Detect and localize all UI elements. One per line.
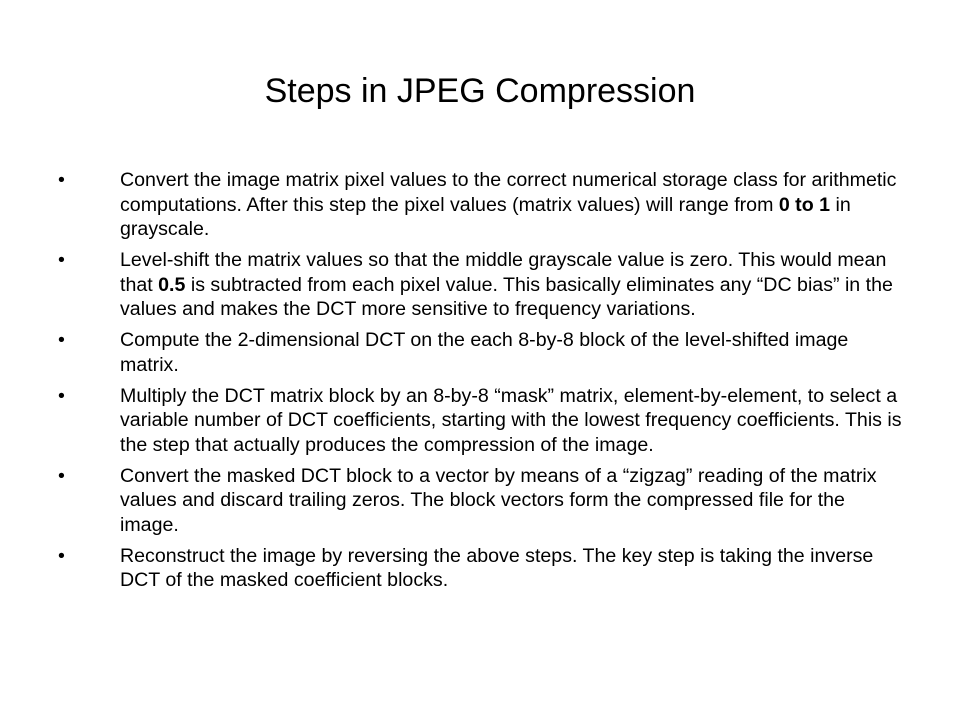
bullet-item-level-shift [58,248,908,322]
bullet-item-compute-dct [58,328,908,377]
bullet-list [58,168,908,599]
bold-run: 0 to 1 [778,193,831,216]
bullet-glyph: • [58,544,65,567]
bold-run: 0.5 [158,273,186,296]
text-run: is subtracted from each pixel value. This basically eliminates any “DC bias” in the values and makes the DCT more sensitive to frequency variations. [120,273,893,320]
text-run: Reconstruct the image by reversing the above steps. The key step is taking the inverse DCT of the masked coefficient blocks. [120,544,874,591]
bullet-text [120,465,877,536]
bullet-text [120,329,848,376]
text-run: Multiply the DCT matrix block by an 8-by-8 “mask” matrix, element-by-element, to select a variable number of DCT coefficients, starting with the lowest frequency coefficients. This is the step that actually produces the compression of the image. [120,384,902,456]
text-run: in grayscale. [120,193,851,240]
bullet-glyph: • [58,464,65,487]
bullet-item-reconstruct [58,544,908,593]
text-run: Convert the image matrix pixel values to the correct numerical storage class for arithmetic computations. After this step the pixel values (matrix values) will range from [120,169,897,216]
bullet-item-zigzag [58,464,908,538]
text-run: Level-shift the matrix values so that the middle grayscale value is zero. This would mean that [120,249,887,296]
bullet-glyph: • [58,249,65,271]
text-run: Convert the masked DCT block to a vector by means of a “zigzag” reading of the matrix values and discard trailing zeros. The block vectors form the compressed file for the image. [120,464,877,536]
bullet-text [120,249,893,320]
bullet-text [120,545,873,592]
bullet-glyph: • [58,329,65,351]
bullet-item-mask [58,384,908,458]
bullet-glyph: • [58,169,65,191]
slide-title: Steps in JPEG Compression [264,72,696,110]
bullet-text [120,385,902,456]
bullet-glyph: • [58,384,65,407]
bullet-item-convert [58,168,908,242]
bullet-text [120,169,896,240]
text-run: Compute the 2-dimensional DCT on the each 8-by-8 block of the level-shifted image matrix. [120,329,849,376]
